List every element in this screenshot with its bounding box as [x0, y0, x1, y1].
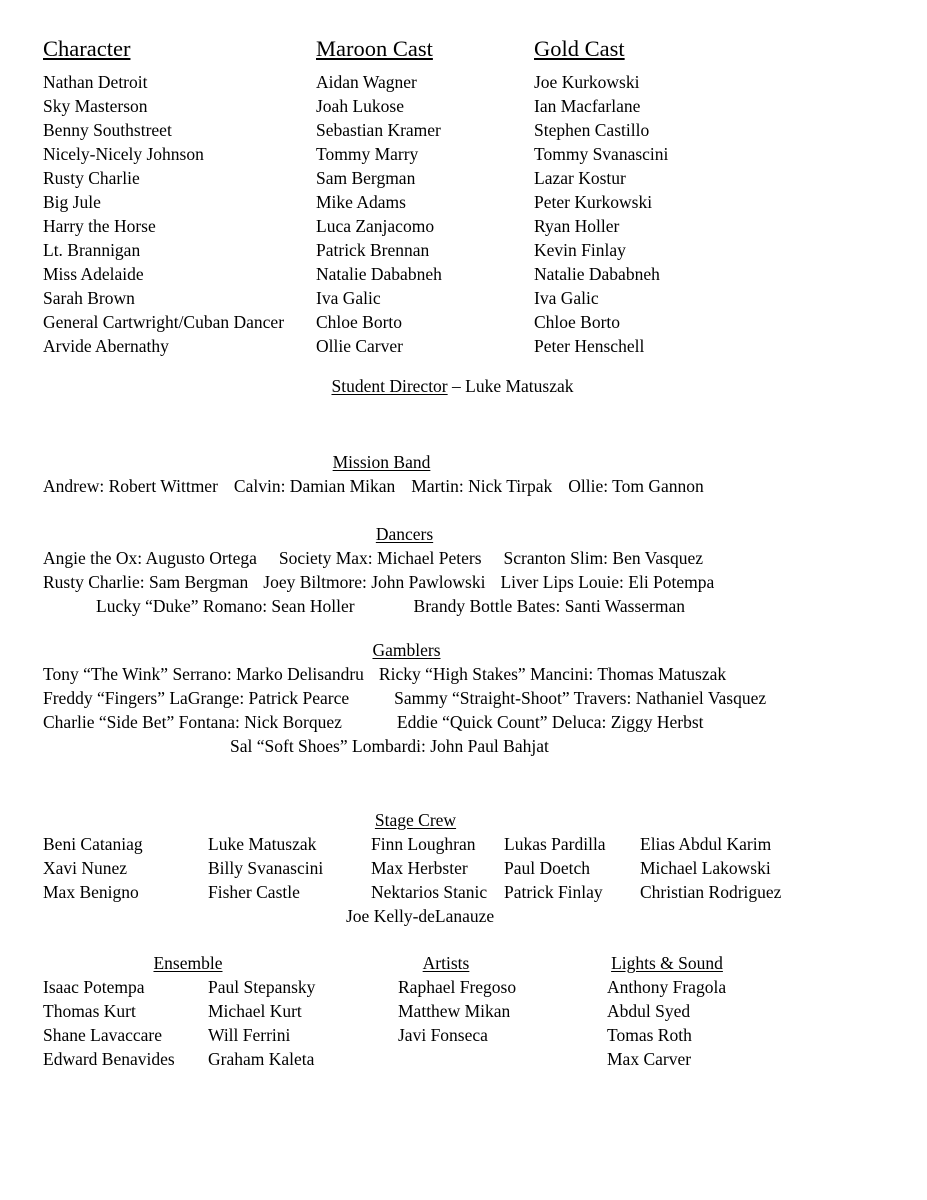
- lights-sound-name: Tomas Roth: [607, 1025, 692, 1045]
- gold-cast-name: Tommy Svanascini: [534, 144, 669, 164]
- stage-crew-name: Patrick Finlay: [504, 882, 603, 902]
- student-director-label: Student Director: [331, 376, 448, 396]
- ensemble-name: Edward Benavides: [43, 1049, 175, 1069]
- mission-band-header: [43, 450, 884, 474]
- artists-title: Artists: [422, 953, 470, 973]
- stage-crew-name: Max Herbster: [371, 858, 468, 878]
- artists-name: Raphael Fregoso: [398, 977, 517, 997]
- dancers-entry: Angie the Ox: Augusto Ortega: [43, 548, 257, 568]
- dancers-line: [43, 546, 884, 570]
- maroon-cast-name: Chloe Borto: [316, 312, 403, 332]
- stage-crew-name: Nektarios Stanic: [371, 882, 488, 902]
- dancers-line: [96, 594, 884, 618]
- mission-band-names: [43, 474, 884, 498]
- gamblers-entry: Ricky “High Stakes” Mancini: Thomas Matuszak: [378, 664, 727, 684]
- student-director-name: – Luke Matuszak: [447, 376, 574, 396]
- gold-cast-column: [534, 34, 884, 358]
- ensemble-group: [43, 951, 333, 1071]
- maroon-cast-name: Natalie Dababneh: [316, 264, 442, 284]
- artists-header: [398, 951, 494, 975]
- stage-crew-name: Lukas Pardilla: [504, 834, 606, 854]
- dancers-entry: Brandy Bottle Bates: Santi Wasserman: [413, 596, 685, 616]
- gold-cast-name: Ryan Holler: [534, 216, 620, 236]
- gold-cast-name: Chloe Borto: [534, 312, 621, 332]
- ensemble-name: Will Ferrini: [208, 1025, 291, 1045]
- maroon-cast-name: Ollie Carver: [316, 336, 403, 356]
- gamblers-entry: Freddy “Fingers” LaGrange: Patrick Pearce: [43, 688, 350, 708]
- ensemble-columns: [43, 975, 333, 1071]
- character-name: Sarah Brown: [43, 288, 135, 308]
- character-header-text: Character: [43, 36, 131, 61]
- artists-name: Matthew Mikan: [398, 1001, 511, 1021]
- character-column-header: [43, 34, 316, 64]
- ensemble-name: Thomas Kurt: [43, 1001, 136, 1021]
- ensemble-title: Ensemble: [153, 953, 223, 973]
- character-name: Nicely-Nicely Johnson: [43, 144, 204, 164]
- mission-band-entry: Andrew: Robert Wittmer: [43, 476, 218, 496]
- gamblers-line: [230, 734, 884, 758]
- artists-group: [398, 951, 517, 1047]
- gamblers-section: [43, 638, 884, 758]
- maroon-cast-name: Sam Bergman: [316, 168, 416, 188]
- stage-crew-name: Joe Kelly-deLanauze: [346, 906, 495, 926]
- lights-sound-title: Lights & Sound: [611, 953, 723, 973]
- ensemble-name: Michael Kurt: [208, 1001, 302, 1021]
- ensemble-name: Paul Stepansky: [208, 977, 316, 997]
- maroon-cast-name: Patrick Brennan: [316, 240, 430, 260]
- stage-crew-name: Billy Svanascini: [208, 858, 324, 878]
- character-name: Sky Masterson: [43, 96, 148, 116]
- mission-band-title: Mission Band: [332, 452, 431, 472]
- stage-crew-row: [43, 832, 884, 856]
- ensemble-header: [43, 951, 333, 975]
- gold-cast-name: Peter Henschell: [534, 336, 645, 356]
- ensemble-name: Isaac Potempa: [43, 977, 145, 997]
- character-name: Nathan Detroit: [43, 72, 148, 92]
- character-name: Benny Southstreet: [43, 120, 172, 140]
- stage-crew-name: Christian Rodriguez: [640, 882, 782, 902]
- stage-crew-title: Stage Crew: [374, 810, 457, 830]
- maroon-cast-header-text: Maroon Cast: [316, 36, 433, 61]
- gold-cast-name: Peter Kurkowski: [534, 192, 653, 212]
- dancers-section: [43, 522, 884, 618]
- gold-cast-name: Iva Galic: [534, 288, 599, 308]
- bottom-groups: [43, 951, 884, 1071]
- stage-crew-name: Luke Matuszak: [208, 834, 317, 854]
- lights-sound-name: Max Carver: [607, 1049, 692, 1069]
- gamblers-line: [43, 686, 884, 710]
- dancers-title: Dancers: [375, 524, 434, 544]
- dancers-entry: Lucky “Duke” Romano: Sean Holler: [96, 596, 355, 616]
- maroon-cast-column: [316, 34, 534, 358]
- gamblers-line: [43, 662, 884, 686]
- dancers-entry: Scranton Slim: Ben Vasquez: [503, 548, 703, 568]
- stage-crew-name: Xavi Nunez: [43, 858, 128, 878]
- student-director-line: [43, 374, 884, 398]
- maroon-cast-name: Sebastian Kramer: [316, 120, 441, 140]
- dancers-entry: Rusty Charlie: Sam Bergman: [43, 572, 249, 592]
- gold-cast-name: Lazar Kostur: [534, 168, 626, 188]
- lights-sound-header: [607, 951, 727, 975]
- gold-cast-name: Stephen Castillo: [534, 120, 650, 140]
- gold-cast-name: Ian Macfarlane: [534, 96, 641, 116]
- character-name: Harry the Horse: [43, 216, 156, 236]
- character-name: Miss Adelaide: [43, 264, 144, 284]
- maroon-cast-name: Joah Lukose: [316, 96, 404, 116]
- gamblers-entry: Eddie “Quick Count” Deluca: Ziggy Herbst: [396, 712, 704, 732]
- gamblers-title: Gamblers: [372, 640, 441, 660]
- dancers-entry: Society Max: Michael Peters: [278, 548, 482, 568]
- gamblers-header: [43, 638, 884, 662]
- gamblers-entry: Sammy “Straight-Shoot” Travers: Nathaniel Vasquez: [394, 688, 767, 708]
- dancers-header: [43, 522, 884, 546]
- maroon-cast-name: Mike Adams: [316, 192, 406, 212]
- character-name: Arvide Abernathy: [43, 336, 169, 356]
- mission-band-entry: Ollie: Tom Gannon: [568, 476, 704, 496]
- mission-band-entry: Martin: Nick Tirpak: [411, 476, 553, 496]
- cast-table: [43, 34, 884, 358]
- gamblers-entry: Tony “The Wink” Serrano: Marko Delisandru: [43, 664, 364, 684]
- ensemble-name: Graham Kaleta: [208, 1049, 315, 1069]
- gamblers-line: [43, 710, 884, 734]
- lights-sound-name: Anthony Fragola: [607, 977, 727, 997]
- mission-band-entry: Calvin: Damian Mikan: [233, 476, 396, 496]
- dancers-line: [43, 570, 884, 594]
- dancers-entry: Joey Biltmore: John Pawlowski: [263, 572, 486, 592]
- maroon-cast-name: Luca Zanjacomo: [316, 216, 435, 236]
- stage-crew-name: Beni Cataniag: [43, 834, 143, 854]
- character-column: [43, 34, 316, 358]
- gold-cast-name: Natalie Dababneh: [534, 264, 660, 284]
- mission-band-section: [43, 450, 884, 498]
- stage-crew-name: Elias Abdul Karim: [640, 834, 772, 854]
- maroon-cast-name: Tommy Marry: [316, 144, 419, 164]
- gold-cast-column-header: [534, 34, 884, 64]
- stage-crew-header: [43, 808, 884, 832]
- maroon-cast-column-header: [316, 34, 534, 64]
- gold-cast-header-text: Gold Cast: [534, 36, 625, 61]
- gold-cast-name: Kevin Finlay: [534, 240, 626, 260]
- artists-name: Javi Fonseca: [398, 1025, 488, 1045]
- gamblers-entry: Charlie “Side Bet” Fontana: Nick Borquez: [43, 712, 342, 732]
- stage-crew-row: [43, 880, 884, 904]
- character-name: Big Jule: [43, 192, 101, 212]
- stage-crew-name: Finn Loughran: [371, 834, 476, 854]
- stage-crew-name: Paul Doetch: [504, 858, 591, 878]
- lights-sound-group: [607, 951, 727, 1071]
- character-name: Lt. Brannigan: [43, 240, 141, 260]
- lights-sound-name: Abdul Syed: [607, 1001, 691, 1021]
- maroon-cast-name: Aidan Wagner: [316, 72, 417, 92]
- stage-crew-name: Max Benigno: [43, 882, 139, 902]
- ensemble-name: Shane Lavaccare: [43, 1025, 163, 1045]
- character-name: General Cartwright/Cuban Dancer: [43, 312, 285, 332]
- maroon-cast-name: Iva Galic: [316, 288, 381, 308]
- character-name: Rusty Charlie: [43, 168, 140, 188]
- dancers-entry: Liver Lips Louie: Eli Potempa: [500, 572, 715, 592]
- gold-cast-name: Joe Kurkowski: [534, 72, 640, 92]
- stage-crew-name: Fisher Castle: [208, 882, 300, 902]
- gamblers-entry: Sal “Soft Shoes” Lombardi: John Paul Bahjat: [230, 736, 549, 756]
- stage-crew-section: [43, 808, 884, 928]
- stage-crew-name: Michael Lakowski: [640, 858, 771, 878]
- stage-crew-row: [43, 856, 884, 880]
